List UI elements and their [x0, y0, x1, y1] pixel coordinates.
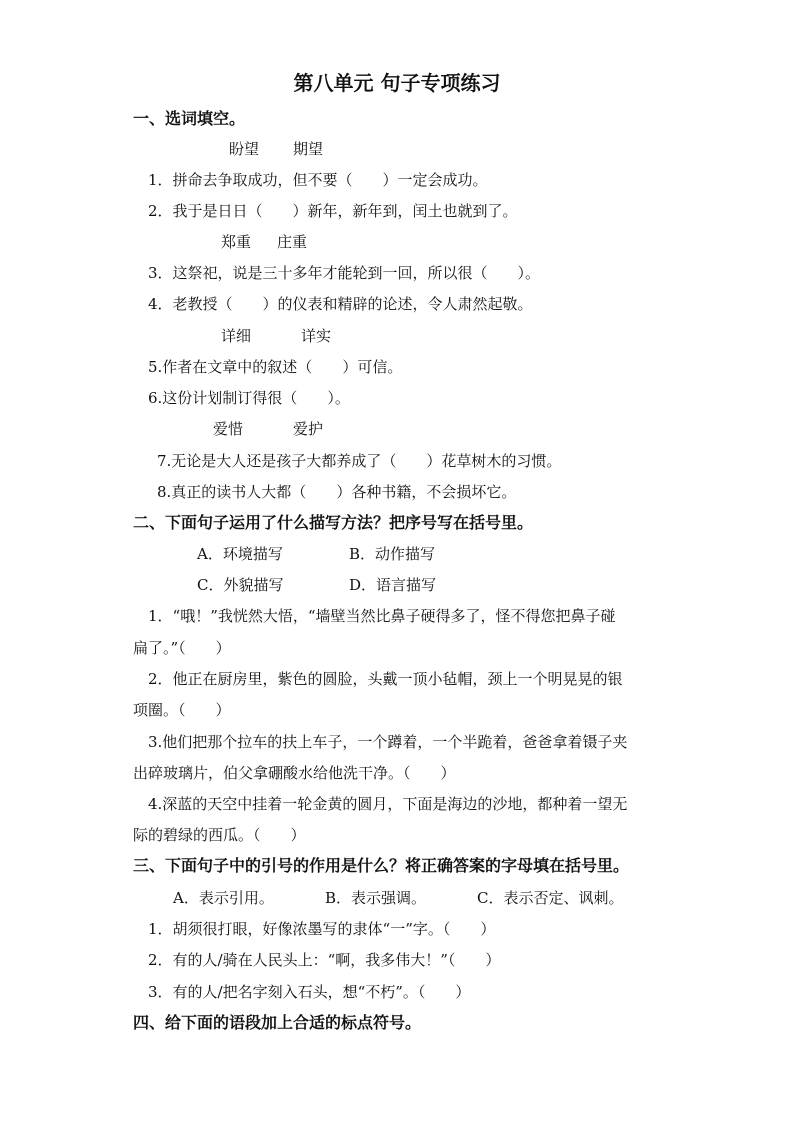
question-line: 4.深蓝的天空中挂着一轮金黄的圆月，下面是海边的沙地，都种着一望无 [148, 795, 628, 813]
question-line: 6.这份计划制订得很（ ）。 [148, 389, 350, 407]
word-option: 盼望 [229, 140, 260, 158]
word-option: 期望 [293, 140, 324, 158]
answer-option: D．语言描写 [349, 576, 437, 594]
question-line: 项圈。（ ） [133, 701, 231, 719]
question-line: 1．“哦！”我恍然大悟，“墙壁当然比鼻子硬得多了，怪不得您把鼻子碰 [148, 607, 616, 625]
question-line: 3．有的人/把名字刻入石头，想“不朽”。（ ） [148, 983, 471, 1001]
word-option: 郑重 [221, 233, 252, 251]
section1-heading: 一、选词填空。 [133, 109, 246, 128]
answer-option: C．表示否定、讽刺。 [477, 889, 624, 907]
question-line: 2．他正在厨房里，紫色的圆脸，头戴一顶小毡帽，颈上一个明晃晃的银 [148, 670, 623, 688]
word-option: 详实 [301, 327, 332, 345]
question-line: 际的碧绿的西瓜。（ ） [133, 826, 306, 844]
question-line: 1．胡须很打眼，好像浓墨写的隶体“一”字。（ ） [148, 920, 496, 938]
question-line: 1．拼命去争取成功，但不要（ ）一定会成功。 [148, 171, 488, 189]
section2-heading: 二、下面句子运用了什么描写方法？把序号写在括号里。 [133, 513, 534, 532]
word-option: 详细 [221, 327, 252, 345]
answer-option: A．环境描写 [197, 545, 283, 563]
question-line: 3．这祭祀，说是三十多年才能轮到一回，所以很（ ）。 [148, 264, 541, 282]
section3-heading: 三、下面句子中的引号的作用是什么？将正确答案的字母填在括号里。 [133, 856, 630, 875]
question-line: 2．有的人/骑在人民头上：“啊，我多伟大！”（ ） [148, 951, 501, 969]
word-option: 庄重 [277, 233, 308, 251]
question-line: 7.无论是大人还是孩子大都养成了（ ）花草树木的习惯。 [157, 452, 562, 470]
question-line: 2．我于是日日（ ）新年，新年到，闰土也就到了。 [148, 202, 518, 220]
answer-option: B．动作描写 [349, 545, 436, 563]
answer-option: B．表示强调。 [325, 889, 427, 907]
question-line: 出碎玻璃片，伯父拿硼酸水给他洗干净。（ ） [133, 764, 456, 782]
word-option: 爱护 [293, 420, 324, 438]
question-line: 3.他们把那个拉车的扶上车子，一个蹲着，一个半跪着，爸爸拿着镊子夹 [148, 733, 628, 751]
question-line: 扁了。”（ ） [133, 639, 231, 657]
answer-option: C．外貌描写 [197, 576, 284, 594]
question-line: 4．老教授（ ）的仪表和精辟的论述，令人肃然起敬。 [148, 295, 533, 313]
answer-option: A．表示引用。 [173, 889, 274, 907]
question-line: 8.真正的读书人大都（ ）各种书籍，不会损坏它。 [157, 483, 517, 501]
word-option: 爱惜 [213, 420, 244, 438]
section4-heading: 四、给下面的语段加上合适的标点符号。 [133, 1013, 422, 1032]
page-title: 第八单元 句子专项练习 [293, 71, 501, 95]
question-line: 5.作者在文章中的叙述（ ）可信。 [148, 358, 403, 376]
